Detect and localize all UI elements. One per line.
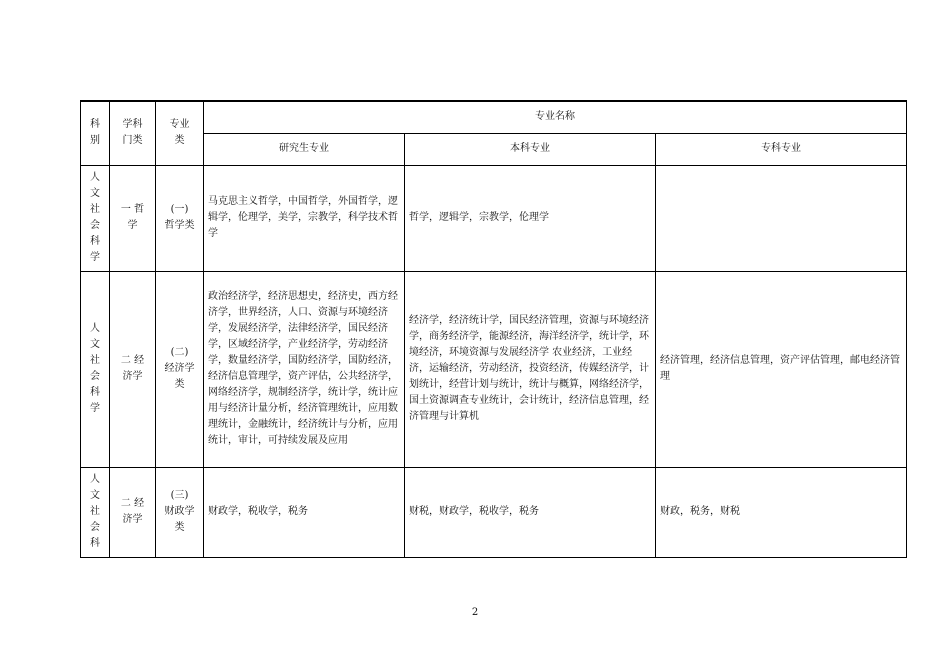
graduate-cell: 马克思主义哲学，中国哲学，外国哲学，逻辑学，伦理学，美学，宗教学，科学技术哲学 bbox=[204, 165, 405, 271]
junior-cell: 经济管理，经济信息管理，资产评估管理，邮电经济管理 bbox=[656, 271, 907, 467]
major-class-cell: (二) 经济学 类 bbox=[156, 271, 204, 467]
header-category: 科 别 bbox=[81, 101, 110, 165]
header-row-1 bbox=[81, 101, 907, 133]
header-graduate: 研究生专业 bbox=[204, 133, 405, 165]
major-class-cell: (一) 哲学类 bbox=[156, 165, 204, 271]
table-row bbox=[81, 271, 907, 467]
discipline-cell: 二 经 济学 bbox=[110, 467, 156, 557]
category-cell: 人 文 社 会 科 学 bbox=[81, 165, 110, 271]
header-row-2 bbox=[81, 133, 907, 165]
junior-cell: 财政，税务，财税 bbox=[656, 467, 907, 557]
page-number: 2 bbox=[471, 607, 479, 618]
header-major-class: 专业 类 bbox=[156, 101, 204, 165]
category-cell bbox=[81, 467, 110, 557]
undergraduate-cell: 哲学，逻辑学，宗教学，伦理学 bbox=[405, 165, 656, 271]
header-major-names: 专业名称 bbox=[204, 101, 907, 133]
header-undergraduate: 本科专业 bbox=[405, 133, 656, 165]
undergraduate-cell: 经济学，经济统计学，国民经济管理，资源与环境经济学，商务经济学，能源经济，海洋经济学，统计学，环境经济，环境资源与发展经济学 农业经济，工业经济，运输经济，劳动经济，投资经济，传媒经济学，计划统计，经营计划与统计，统计与概算，网络经济学，国土资源调查专业统计，会计统计，经济信息管理，经济管理与计算机 bbox=[405, 271, 656, 467]
majors-table bbox=[80, 100, 907, 558]
header-junior: 专科专业 bbox=[656, 133, 907, 165]
graduate-cell: 财政学，税收学，税务 bbox=[204, 467, 405, 557]
junior-cell bbox=[656, 165, 907, 271]
header-discipline: 学科 门类 bbox=[110, 101, 156, 165]
discipline-cell: 一 哲 学 bbox=[110, 165, 156, 271]
major-class-cell: (三) 财政学 类 bbox=[156, 467, 204, 557]
category-cell: 人 文 社 会 科 学 bbox=[81, 271, 110, 467]
undergraduate-cell: 财税，财政学，税收学，税务 bbox=[405, 467, 656, 557]
discipline-cell: 二 经 济学 bbox=[110, 271, 156, 467]
category-cell-text: 人 文 社 会 科 bbox=[90, 474, 100, 549]
graduate-cell: 政治经济学，经济思想史，经济史，西方经济学，世界经济，人口、资源与环境经济学，发展经济学，法律经济学，国民经济学，区域经济学，产业经济学，劳动经济学，数量经济学，国防经济学，国防经济，经济信息管理学，资产评估，公共经济学，网络经济学，规制经济学，统计学，统计应用与经济计量分析，经济管理统计，应用数理统计，金融统计，经济统计与分析，应用统计，审计，可持续发展及应用 bbox=[204, 271, 405, 467]
table-row bbox=[81, 467, 907, 557]
table-row bbox=[81, 165, 907, 271]
